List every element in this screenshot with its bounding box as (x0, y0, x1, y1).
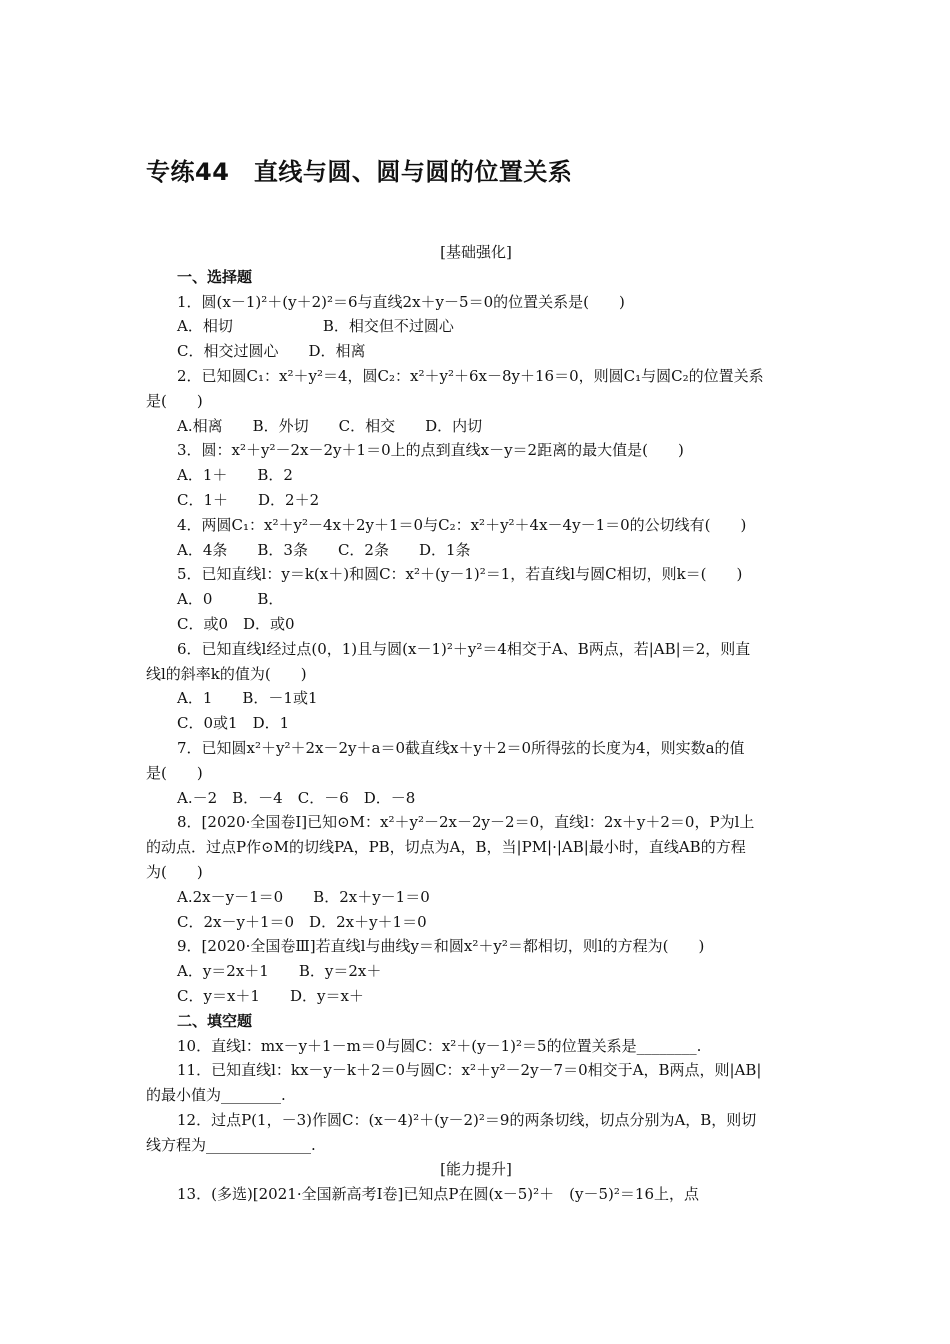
text-line: 11．已知直线l：kx－y－k＋2＝0与圆C：x²＋y²－2y－7＝0相交于A，B两点，则|AB| (177, 1061, 762, 1080)
text-line: A.2x－y－1＝0 B．2x＋y－1＝0 (177, 887, 430, 906)
text-line: A．y＝2x＋1 B．y＝2x＋ (177, 962, 382, 981)
text-line: C．0或1 D．1 (177, 714, 290, 733)
section-label: [基础强化] (440, 243, 512, 261)
text-line: A．1＋ B．2 (177, 466, 293, 485)
text-line: A．1 B．－1或1 (177, 689, 318, 708)
text-line: C．2x－y＋1＝0 D．2x＋y＋1＝0 (177, 912, 427, 931)
text-line: 7．已知圆x²＋y²＋2x－2y＋a＝0截直线x＋y＋2＝0所得弦的长度为4，则实数a的值 (177, 738, 745, 757)
text-line: 为( ) (146, 862, 203, 881)
section-label: [能力提升] (440, 1160, 512, 1179)
text-line: A.相离 B．外切 C．相交 D．内切 (177, 416, 483, 435)
text-line: 9．[2020·全国卷Ⅲ]若直线l与曲线y＝和圆x²＋y²＝都相切，则l的方程为( ) (177, 937, 705, 956)
text-line: 4．两圆C₁：x²＋y²－4x＋2y＋1＝0与C₂：x²＋y²＋4x－4y－1＝0的公切线有( ) (177, 515, 747, 534)
section-heading: 一、选择题 (177, 267, 253, 286)
text-line: A．相切 B．相交但不过圆心 (177, 317, 454, 336)
text-line: 2．已知圆C₁：x²＋y²＝4，圆C₂：x²＋y²＋6x－8y＋16＝0，则圆C₁与圆C₂的位置关系 (177, 366, 764, 385)
text-line: C．或0 D．或0 (177, 614, 295, 633)
section-heading: 二、填空题 (177, 1011, 253, 1030)
text-line: 是( ) (146, 763, 203, 782)
text-line: 线l的斜率k的值为( ) (146, 664, 307, 683)
text-line: 1．圆(x－1)²＋(y＋2)²＝6与直线2x＋y－5＝0的位置关系是( ) (177, 292, 625, 311)
text-line: 13．(多选)[2021·全国新高考Ⅰ卷]已知点P在圆(x－5)²＋ (y－5)²＝16上，点 (177, 1185, 699, 1204)
text-line: 5．已知直线l：y＝k(x＋)和圆C：x²＋(y－1)²＝1，若直线l与圆C相切，则k＝( ) (177, 565, 743, 584)
text-line: 的最小值为________. (146, 1086, 286, 1105)
text-line: 10．直线l：mx－y＋1－m＝0与圆C：x²＋(y－1)²＝5的位置关系是________. (177, 1036, 702, 1055)
text-line: 3．圆：x²＋y²－2x－2y＋1＝0上的点到直线x－y＝2距离的最大值是( ) (177, 441, 684, 460)
text-line: 12．过点P(1，－3)作圆C：(x－4)²＋(y－2)²＝9的两条切线，切点分别为A，B，则切 (177, 1110, 757, 1129)
text-line: 线方程为______________. (146, 1135, 316, 1154)
text-line: C．y＝x＋1 D．y＝x＋ (177, 986, 364, 1005)
text-line: 8．[2020·全国卷Ⅰ]已知⊙M：x²＋y²－2x－2y－2＝0，直线l：2x＋y＋2＝0，P为l上 (177, 813, 755, 832)
text-line: C．1＋ D．2＋2 (177, 490, 320, 509)
problem-list (146, 240, 806, 1207)
text-line: A.－2 B．－4 C．－6 D．－8 (177, 788, 416, 807)
text-line: A．0 B． (177, 590, 284, 609)
page-title: 专练44 直线与圆、圆与圆的位置关系 (146, 158, 573, 186)
text-line: 6．已知直线l经过点(0，1)且与圆(x－1)²＋y²＝4相交于A、B两点，若|AB|＝2，则直 (177, 639, 751, 658)
text-line: C．相交过圆心 D．相离 (177, 342, 366, 361)
text-line: A．4条 B．3条 C．2条 D．1条 (177, 540, 471, 559)
text-line: 是( ) (146, 391, 203, 410)
text-line: 的动点．过点P作⊙M的切线PA，PB，切点为A，B，当|PM|·|AB|最小时，直线AB的方程 (146, 838, 746, 857)
